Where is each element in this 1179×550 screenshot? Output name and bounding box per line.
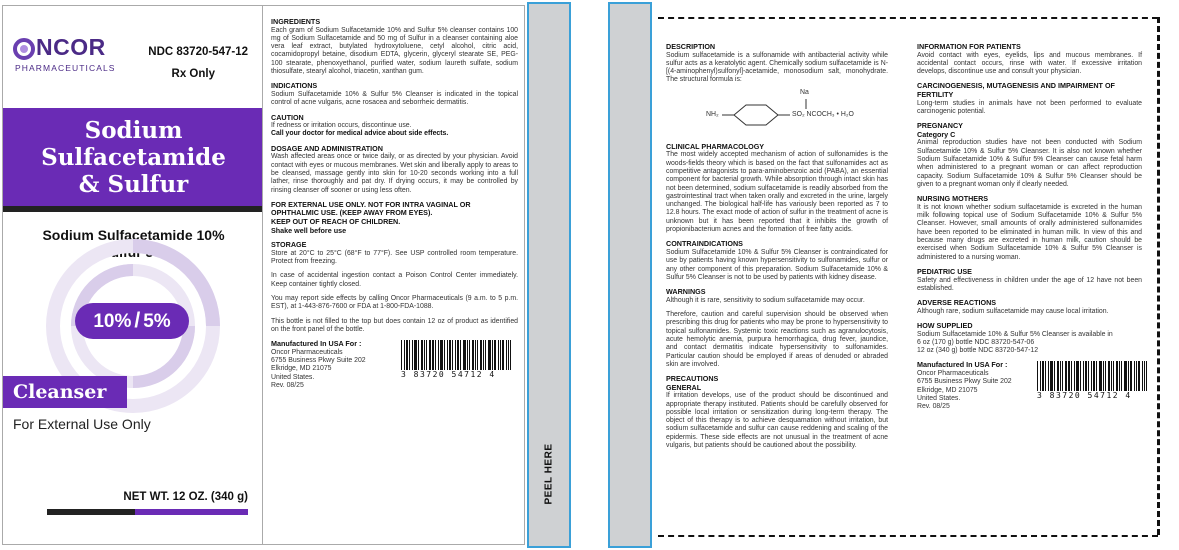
barcode-bar [1128,361,1129,391]
logo-o-icon [13,38,35,60]
adverse-heading: ADVERSE REACTIONS [917,298,997,308]
barcode-bar [438,340,439,370]
barcode-bar [1088,361,1089,391]
info-text: Avoid contact with eyes, eyelids, lips and mucous membranes. If accidental contact occurs, rinse with water. If excessive irritation develops, discontinue use and consult your physician. [917,51,1142,76]
product-title [3,117,263,198]
prescribing-panel [652,5,1177,545]
report-text: You may report side effects by calling Oncor Pharmaceuticals (9 a.m. to 5 p.m. EST), at 1-443-876-7600 or FDA at 1-800-FDA-1088. [271,294,518,311]
barcode-bar [1103,361,1104,391]
barcode-bar [1121,361,1122,391]
barcode-bar [1074,361,1075,391]
barcode-bar [506,340,507,370]
ingredients-panel [263,5,525,545]
general-text: If irritation develops, use of the product should be discontinued and appropriate therapy instituted. Patients should be carefully observed for possible local irritation or sensitization during long-term therapy. The object of this therapy is to achieve desquamation without irritation, but sodium sulfacetamide and sulfur can cause reddening and scaling of the epidermis. These side effects are not unusual in the treatment of acne vulgaris, but patients should be cautioned about the possibility. [666,392,888,450]
barcode-bar [485,340,486,370]
barcode-2 [1037,361,1149,400]
pregnancy-heading: PREGNANCY [917,121,963,131]
barcode-bar [1124,361,1127,391]
supplied-heading: HOW SUPPLIED [917,320,973,330]
barcode-bar [1068,361,1070,391]
shake-warning: Shake well before use [271,225,347,235]
barcode-bar [1119,361,1120,391]
barcode-bar [414,340,417,370]
description-text: Sodium sulfacetamide is a sulfonamide with antibacterial activity while sulfur acts as a keratolytic agent. Chemically sodium sulfacetamide is N-[(4-aminophenyl)sulfonyl]-acetamide, monosodium salt, monohydrate. The structural formula is: [666,51,888,84]
logo-subtitle: PHARMACEUTICALS [15,63,116,73]
warnings-text: Although it is rare, sensitivity to sodium sulfacetamide may occur. [666,296,865,304]
barcode-bar [432,340,434,370]
nursing-text: It is not known whether sodium sulfacetamide is excreted in the human milk following topical use of Sodium Sulfacetamide 10% & Sulfur 5% Cleanser. However, small amounts of orally administered sulfonamides have been reported to be eliminated in human milk. In view of this and because many drugs are excreted in human milk, caution should be exercised when Sodium Sulfacetamide 10% & Sulfur 5% Cleanser is administered to a nursing woman. [917,203,1142,261]
mfg-line: United States. [271,373,315,381]
pregnancy-text: Animal reproduction studies have not been conducted with Sodium Sulfacetamide 10% & Sulfur 5% Cleanser. It is also not known whether Sodium Sulfacetamide 10% & Sulfur 5% Cleanser can cause fetal harm when administered to a pregnant woman or can affect reproduction capacity. Sodium Sulfacetamide 10% & Sulfur 5% Cleanser should be given to a pregnant woman only if clearly needed. [917,139,1142,188]
mfg-line: 6755 Business Pkwy Suite 202 [917,378,1012,386]
barcode-bar [452,340,453,370]
barcode-bar [455,340,456,370]
left-column [666,43,888,456]
rx-only: Rx Only [171,68,215,80]
barcode-bar [1144,361,1145,391]
barcode-bar [1060,361,1061,391]
barcode-digits: 3 83720 54712 4 [401,370,496,380]
caution-text: If redness or irritation occurs, discontinue use. [271,122,412,130]
barcode-bar [502,340,504,370]
indications-text: Sodium Sulfacetamide 10% & Sulfur 5% Cleanser is indicated in the topical control of acne vulgaris, acne rosacea and seborrheic dermatitis. [271,90,518,107]
barcode-bar [472,340,474,370]
barcode-bar [418,340,419,370]
barcode-bar [424,340,425,370]
barcode-bars-icon [1037,361,1149,391]
description-heading: DESCRIPTION [666,42,716,51]
manufacturer-block-2 [917,361,1142,411]
barcode-bar [477,340,478,370]
mfg-line: Elkridge, MD 21075 [917,386,978,394]
contra-heading: CONTRAINDICATIONS [666,239,743,249]
nursing-heading: NURSING MOTHERS [917,194,989,204]
barcode-bar [1037,361,1038,391]
pill-left: 10% [93,311,132,332]
mfg-heading-2: Manufactured In USA For : [917,360,1008,370]
oncor-logo [13,36,123,76]
barcode-bar [1099,361,1102,391]
barcode-bar [1138,361,1140,391]
barcode-bar [429,340,431,370]
barcode-bar [1085,361,1087,391]
dashed-border-right [1157,17,1160,535]
barcode-bar [475,340,476,370]
ingredients-heading: INGREDIENTS [271,17,321,26]
formula-nh2: NH₂ [706,110,719,118]
barcode-bar [1146,361,1147,391]
barcode-bar [1076,361,1079,391]
barcode-bar [488,340,491,370]
title-line-1: Sodium [84,117,183,144]
barcode-bar [1080,361,1081,391]
formula-so2: SO₂ NCOCH₃ • H₂O [792,110,854,118]
barcode-bar [483,340,484,370]
barcode-bar [1083,361,1084,391]
dosage-text: Wash affected areas once or twice daily, or as directed by your physician. Avoid contact with eyes or mucous membranes. Wet skin and liberally apply to areas to be cleansed, massage gently into skin for 10-20 seconds working into a full lather, rinse thoroughly and pat dry. If drying occurs, it may be controlled by rinsing cleanser off sooner or using less often. [271,153,518,194]
barcode-bar [435,340,436,370]
barcode-bar [1142,361,1143,391]
mfg-line: Oncor Pharmaceuticals [917,370,989,378]
dosage-heading: DOSAGE AND ADMINISTRATION [271,143,383,153]
barcode-bar [1062,361,1063,391]
structural-formula [666,89,888,137]
general-heading: GENERAL [666,382,702,392]
barcode-bar [1111,361,1112,391]
pill-right: 5% [143,311,171,332]
barcode-bar [1048,361,1049,391]
dashed-border-top [658,17,1158,19]
mfg-line: Elkridge, MD 21075 [271,365,332,373]
clinpharm-text: The most widely accepted mechanism of action of sulfonamides is the woods-fields theory which is based on the fact that sulfonamides act as competitive antagonists to para-aminobenzoic acid (PABA), an essential component for bacterial growth. While absorption through intact skin has not been determined, sodium sulfacetamide is readily absorbed from the gastrointestinal tract when taken orally and excreted in the urine, largely unchanged. The biological half-life has variously been reported as 7 to 12.8 hours. The exact mode of action of sulfur in the treatment of acne is unknown but it has been reported that it inhibits the growth of propionibacterium acnes and the formation of free fatty acids. [666,151,888,234]
indications-heading: INDICATIONS [271,81,318,91]
storage-heading: STORAGE [271,240,307,250]
peel-strip[interactable] [527,2,571,548]
title-line-2: Sulfacetamide [41,144,226,171]
benzene-ring-icon [666,89,888,137]
barcode-bars-icon [401,340,513,370]
formula-na: Na [800,88,809,96]
barcode-bar [1071,361,1072,391]
bottle-text: This bottle is not filled to the top but does contain 12 oz of product as identified on the front panel of the bottle. [271,317,518,333]
peel-strip-back [608,2,652,548]
barcode-bar [449,340,451,370]
barcode-bar [1134,361,1135,391]
barcode-bar [1113,361,1114,391]
barcode-bar [508,340,509,370]
caution-bold-text: Call your doctor for medical advice about side effects. [271,130,449,138]
barcode-bar [1040,361,1041,391]
external-use-text: For External Use Only [13,416,151,432]
supplied-line: 12 oz (340 g) bottle NDC 83720-547-12 [917,347,1039,355]
therefore-text: Therefore, caution and careful supervision should be observed when prescribing this drug for patients who may be prone to hypersensitivity to topical sulfonamides. Systemic toxic reactions such as agranulocytosis, acute hemolytic anemia, purpura hemorrhagica, drug fever, jaundice, and contact dermatitis indicate hypersensitivity to sulfonamides. Particular caution should be employed if areas of denuded or abraded skin are involved. [666,311,888,368]
barcode-bar [447,340,448,370]
barcode-1 [401,340,513,379]
children-warning: KEEP OUT OF REACH OF CHILDREN. [271,217,401,227]
pill-slash: / [134,309,141,332]
barcode-bar [401,340,402,370]
supplied-line: Sodium Sulfacetamide 10% & Sulfur 5% Cleanser is available in [917,330,1113,338]
mfg-line: Rev. 08/25 [271,381,304,389]
clinpharm-heading: CLINICAL PHARMACOLOGY [666,141,765,151]
ingredients-text: Each gram of Sodium Sulfacetamide 10% and Sulfur 5% cleanser contains 100 mg of Sodium Sulfacetamide and 50 mg of Sulfur in a cleanser containing aloe vera leaf extract, butylated hydroxytoluene, cetyl alcohol, citric acid, cocamidopropyl betaine, disodium EDTA, glycerin, glyceryl stearate SE, PEG-100 stearate, phenoxyethanol, purified water, sodium laureth sulfate, sodium thiosulfate, stearyl alcohol, triacetin, xanthan gum. [271,26,518,76]
manufacturer-block [271,340,518,390]
barcode-bar [1042,361,1044,391]
barcode-bar [412,340,413,370]
barcode-bar [1108,361,1110,391]
caution-heading: CAUTION [271,112,304,122]
mfg-line: Rev. 08/25 [917,403,950,411]
right-column [917,43,1142,412]
barcode-bar [463,340,466,370]
barcode-bar [1050,361,1053,391]
barcode-bar [1136,361,1137,391]
cleanser-label: Cleanser [3,376,127,408]
pediatric-heading: PEDIATRIC USE [917,266,972,276]
mfg-heading: Manufactured In USA For : [271,339,362,349]
external-warning: FOR EXTERNAL USE ONLY. NOT FOR INTRA VAGINAL OR OPHTHALMIC USE. (KEEP AWAY FROM EYES). [271,199,471,218]
barcode-bar [1057,361,1059,391]
pediatric-text: Safety and effectiveness in children under the age of 12 have not been established. [917,276,1142,292]
contra-text: Sodium Sulfacetamide 10% & Sulfur 5% Cleanser is contraindicated for use by patients having known hypersensitivity to sulfonamides, sulfur or any other component of this preparation. Sodium Sulfacetamide 10% & Sulfur 5% Cleanser is not to be used by patients with kidney disease. [666,248,888,281]
barcode-bar [1093,361,1095,391]
mfg-line: Oncor Pharmaceuticals [271,348,343,356]
storage-text: Store at 20°C to 25°C (68°F to 77°F). See USP controlled room temperature. Protect from freezing. [271,249,518,266]
barcode-bar [421,340,423,370]
net-weight: NET WT. 12 OZ. (340 g) [123,491,248,503]
barcode-bar [467,340,468,370]
peel-here-label: PEEL HERE [543,443,555,505]
barcode-bar [498,340,499,370]
title-line-3: & Sulfur [78,171,189,198]
barcode-bar [1116,361,1118,391]
barcode-bar [460,340,461,370]
warnings-heading: WARNINGS [666,287,706,297]
logo-brand: NCOR [36,34,106,60]
barcode-bar [1091,361,1092,391]
barcode-bar [492,340,493,370]
barcode-bar [1096,361,1097,391]
supplied-line: 6 oz (170 g) bottle NDC 83720-547-06 [917,338,1035,346]
barcode-bar [457,340,459,370]
ndc-number: NDC 83720-547-12 [148,46,248,58]
info-heading: INFORMATION FOR PATIENTS [917,42,1021,51]
barcode-bar [510,340,511,370]
adverse-text: Although rare, sodium sulfacetamide may cause local irritation. [917,307,1109,315]
barcode-bar [1130,361,1132,391]
barcode-bar [404,340,405,370]
bottom-bar-dark [47,509,135,515]
barcode-bar [1045,361,1046,391]
carc-text: Long-term studies in animals have not been performed to evaluate carcinogenic potential. [917,99,1142,115]
barcode-bar [1065,361,1067,391]
barcode-bar [409,340,410,370]
bottom-bar-purple [135,509,248,515]
poison-text: In case of accidental ingestion contact a Poison Control Center immediately. Keep container tightly closed. [271,272,518,288]
barcode-bar [444,340,445,370]
strength-line-2: Sulfur 5% [101,244,166,260]
barcode-bar [406,340,408,370]
title-band [3,108,263,206]
barcode-bar [440,340,443,370]
barcode-bar [1054,361,1055,391]
barcode-bar [494,340,496,370]
barcode-digits: 3 83720 54712 4 [1037,391,1132,401]
strength-pill [75,303,189,339]
carc-heading: CARCINOGENESIS, MUTAGENESIS AND IMPAIRMENT OF FERTILITY [917,81,1115,100]
barcode-bar [1105,361,1106,391]
divider-band [3,206,263,212]
pregnancy-category: Category C [917,129,956,139]
barcode-bar [426,340,427,370]
barcode-bar [500,340,501,370]
precautions-heading: PRECAUTIONS [666,374,719,384]
dashed-border-bottom [658,535,1158,537]
barcode-bar [480,340,482,370]
strength-line-1: Sodium Sulfacetamide 10% [42,227,225,243]
barcode-bar [469,340,470,370]
mfg-line: 6755 Business Pkwy Suite 202 [271,357,366,365]
front-panel [2,5,263,545]
mfg-line: United States. [917,394,961,402]
